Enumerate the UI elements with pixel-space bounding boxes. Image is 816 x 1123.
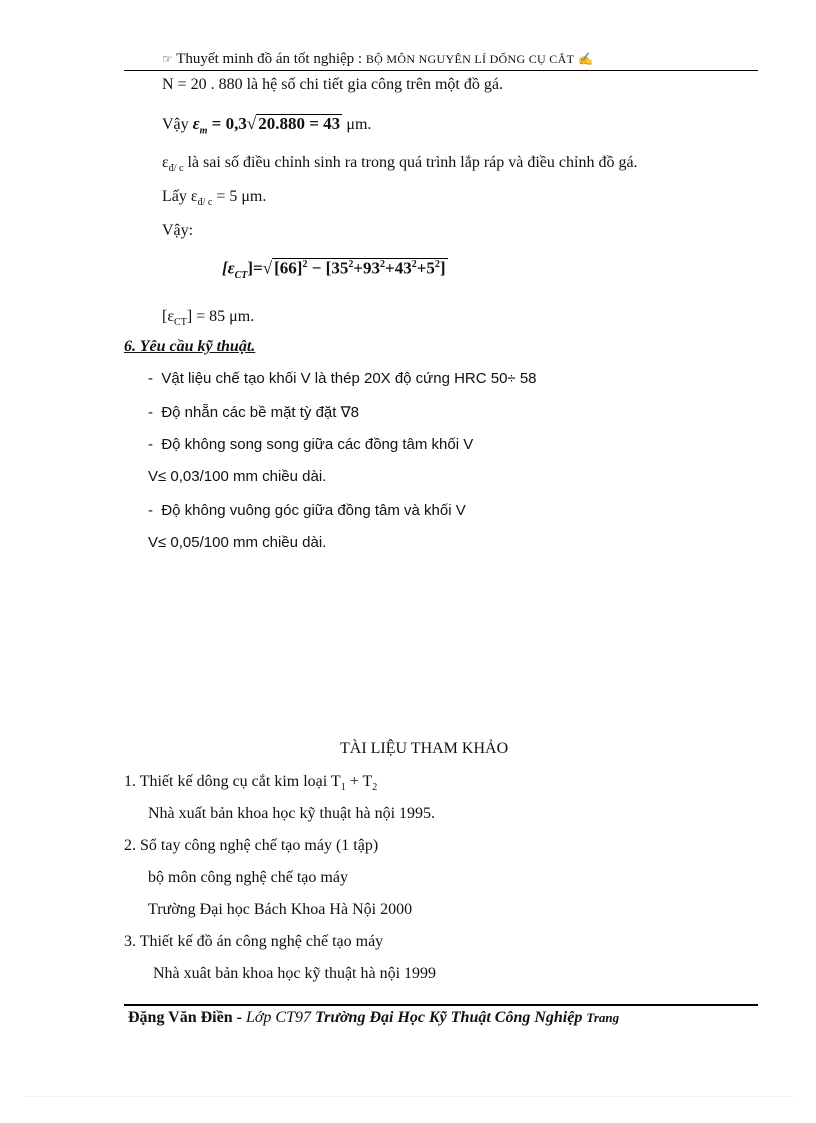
ect-93: 93 xyxy=(363,258,381,278)
edc-symbol: ε xyxy=(162,154,169,171)
em-eq: = 0,3 xyxy=(207,114,247,133)
footer-author: Đặng Văn Điền - xyxy=(128,1009,246,1026)
sqrt-icon: √ xyxy=(262,258,273,278)
em-unit: μm. xyxy=(346,116,372,133)
edc-text: là sai số điều chỉnh sinh ra trong quá trình lắp ráp và điều chỉnh đồ gá. xyxy=(183,154,638,171)
ect-sup: 2 xyxy=(348,259,354,270)
references-heading: TÀI LIỆU THAM KHẢO xyxy=(340,740,509,757)
page-bottom-border xyxy=(24,1096,794,1097)
ect-eq: = xyxy=(253,258,263,278)
lay-sub: đ/ c xyxy=(197,197,213,209)
ect-result-lb: [ε xyxy=(162,308,175,325)
vay-label: Vậy: xyxy=(162,222,194,239)
bullet: - xyxy=(148,404,153,421)
page-footer xyxy=(128,1009,619,1027)
ect-result xyxy=(162,308,254,328)
reference-2-line2: bộ môn công nghệ chế tạo máy xyxy=(148,869,348,886)
lay-line xyxy=(162,188,266,208)
ect-plus: + xyxy=(416,258,427,278)
req-item-3-text: Độ không song song giữa các đồng tâm khối V xyxy=(161,436,474,453)
em-formula-line xyxy=(162,114,371,136)
req-item-4-tolerance: V≤ 0,05/100 mm chiều dài. xyxy=(148,534,327,551)
edc-line xyxy=(162,154,638,174)
footer-school: Trường Đại Học Kỹ Thuật Công Nghiệp xyxy=(314,1009,587,1026)
reference-2-title: 2. Sổ tay công nghệ chế tạo máy (1 tập) xyxy=(124,837,379,854)
ect-sup: 2 xyxy=(380,259,386,270)
ect-35: 35 xyxy=(331,258,349,278)
ect-rb: ] xyxy=(247,258,254,278)
ect-plus: + xyxy=(353,258,364,278)
bullet: - xyxy=(148,436,153,453)
edc-sub: đ/ c xyxy=(168,163,184,175)
ect-sup: 2 xyxy=(411,259,417,270)
footer-class: Lớp CT97 xyxy=(245,1009,315,1026)
ect-result-val: ] = 85 μm. xyxy=(186,308,255,325)
reference-1-plus: + T xyxy=(345,773,373,790)
section-6-title: 6. Yêu cầu kỹ thuật. xyxy=(124,338,256,355)
em-prefix: Vậy xyxy=(162,116,193,133)
em-sub: m xyxy=(199,125,208,137)
ect-66: 66 xyxy=(279,258,297,278)
reference-1-publisher: Nhà xuất bản khoa học kỹ thuật hà nội 1995. xyxy=(148,805,436,822)
req-item-3 xyxy=(148,436,473,453)
req-item-4 xyxy=(148,502,466,519)
page-header xyxy=(162,51,593,68)
req-item-1 xyxy=(148,370,537,387)
header-rule xyxy=(124,70,758,71)
reference-3-title: 3. Thiết kế đồ án công nghệ chế tạo máy xyxy=(124,933,384,950)
reference-1-sub1: 1 xyxy=(340,782,346,794)
bullet: - xyxy=(148,370,153,387)
ect-sub: CT xyxy=(234,270,248,282)
req-item-2-text: Độ nhẵn các bề mặt tỳ đặt xyxy=(161,404,341,421)
header-department: BỘ MÔN NGUYÊN LÍ DỐNG CỤ CẮT xyxy=(365,52,575,66)
req-item-4-text: Độ không vuông góc giữa đồng tâm và khối V xyxy=(161,502,466,519)
ect-lhs: [ε xyxy=(222,258,235,278)
req-item-2 xyxy=(148,403,359,421)
reference-2-line3: Trường Đại học Bách Khoa Hà Nội 2000 xyxy=(148,901,413,918)
ect-sup: 2 xyxy=(434,259,440,270)
footer-page-label: Trang xyxy=(586,1010,620,1025)
em-root: 20.880 = 43 xyxy=(258,114,341,133)
ect-result-sub: CT xyxy=(174,317,187,329)
lay-prefix: Lấy ε xyxy=(162,188,198,205)
bullet: - xyxy=(148,502,153,519)
ect-sup: 2 xyxy=(302,259,308,270)
req-item-3-tolerance: V≤ 0,03/100 mm chiều dài. xyxy=(148,468,327,485)
sqrt-icon: √ xyxy=(246,114,257,133)
req-item-1-text: Vật liệu chế tạo khối V là thép 20X độ cứng HRC 50÷ 58 xyxy=(161,370,537,387)
surface-finish-symbol: ∇8 xyxy=(340,404,360,421)
em-lhs: ε xyxy=(192,114,200,133)
ect-43: 43 xyxy=(394,258,412,278)
footer-rule xyxy=(124,1004,758,1006)
ect-minus: − xyxy=(307,258,326,278)
reference-1 xyxy=(124,773,377,793)
ect-formula xyxy=(222,258,448,281)
reference-1-sub2: 2 xyxy=(372,782,378,794)
ect-plus: + xyxy=(385,258,395,278)
n-line: N = 20 . 880 là hệ số chi tiết gia công trên một đồ gá. xyxy=(162,76,503,93)
lay-value: = 5 μm. xyxy=(212,188,267,205)
pointing-hand-icon: ☞ xyxy=(162,52,173,66)
header-title: Thuyết minh đồ án tốt nghiệp : xyxy=(176,51,366,67)
reference-1-title: 1. Thiết kế dông cụ cắt kim loại T xyxy=(124,773,341,790)
writing-hand-icon: ✍ xyxy=(577,52,593,66)
reference-3-publisher: Nhà xuât bản khoa học kỹ thuật hà nội 1999 xyxy=(153,965,437,982)
ect-radicand: $[66]^2 - [35^2+93^2+43^2+5^2]$ xyxy=(274,258,446,278)
ect-5: 5 xyxy=(426,258,435,278)
